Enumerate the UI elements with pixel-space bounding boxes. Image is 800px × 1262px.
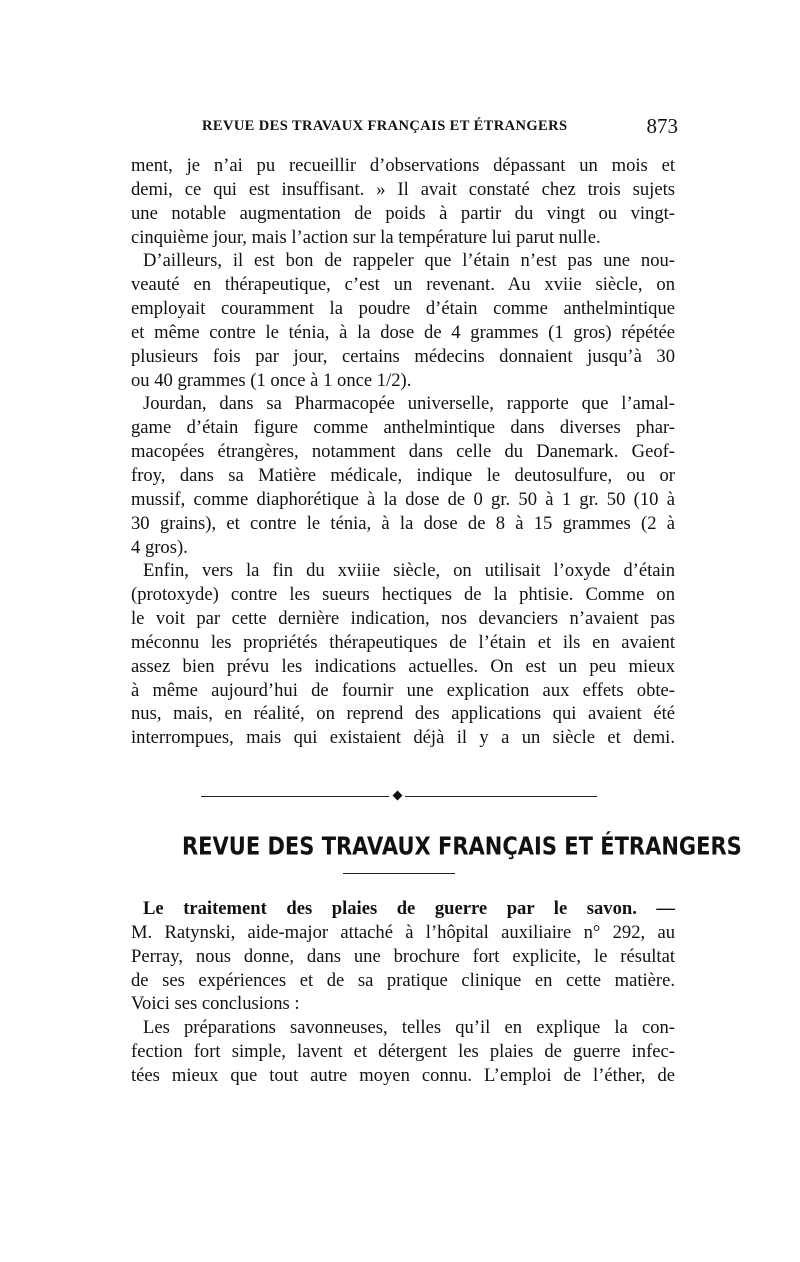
text-line: tées mieux que tout autre moyen connu. L’emploi de l’éther, de xyxy=(131,1064,675,1086)
text-line: plusieurs fois par jour, certains médecins donnaient jusqu’à 30 xyxy=(131,345,675,367)
text-line: Voici ses conclusions : xyxy=(131,993,300,1015)
section-title: REVUE DES TRAVAUX FRANÇAIS ET ÉTRANGERS xyxy=(182,831,742,861)
text-line: ment, je n’ai pu recueillir d’observations dépassant un mois et xyxy=(131,155,675,176)
text-line: Perray, nous donne, dans une brochure fort explicite, le résultat xyxy=(131,945,675,967)
text-line: fection fort simple, lavent et détergent les plaies de guerre infec- xyxy=(131,1041,675,1063)
divider-rule-right xyxy=(405,796,597,797)
text-line: 30 grains), et contre le ténia, à la dose de 8 à 15 grammes (2 à xyxy=(131,512,675,534)
text-line: interrompues, mais qui existaient déjà il y a un siècle et demi. xyxy=(131,727,675,749)
text-line: Enfin, vers la fin du xviiie siècle, on utilisait l’oxyde d’étain xyxy=(143,560,675,582)
body-text-soap-treatment xyxy=(131,897,675,1088)
text-line: game d’étain figure comme anthelmintique dans diverses phar- xyxy=(131,417,675,439)
title-underline-rule xyxy=(343,873,455,874)
text-line: (protoxyde) contre les sueurs hectiques de la phtisie. Comme on xyxy=(131,584,675,606)
text-line: D’ailleurs, il est bon de rappeler que l’étain n’est pas une nou- xyxy=(143,250,675,272)
diamond-ornament-icon xyxy=(393,791,403,801)
text-line: Jourdan, dans sa Pharmacopée universelle, rapporte que l’amal- xyxy=(143,393,675,415)
body-text-tin-therapy xyxy=(131,154,675,750)
article-heading-line: Le traitement des plaies de guerre par le savon. — xyxy=(143,898,675,919)
running-title: REVUE DES TRAVAUX FRANÇAIS ET ÉTRANGERS xyxy=(202,118,568,134)
text-line: une notable augmentation de poids à partir du vingt ou vingt- xyxy=(131,202,675,224)
text-line: demi, ce qui est insuffisant. » Il avait constaté chez trois sujets xyxy=(131,178,675,200)
text-line: macopées étrangères, notamment dans celle du Danemark. Geof- xyxy=(131,441,675,463)
text-line: employait couramment la poudre d’étain comme anthelmintique xyxy=(131,298,675,320)
text-line: à même aujourd’hui de fournir une explication aux effets obte- xyxy=(131,679,675,701)
text-line: M. Ratynski, aide-major attaché à l’hôpital auxiliaire n° 292, au xyxy=(131,921,675,943)
text-line: de ses expériences et de sa pratique clinique en cette matière. xyxy=(131,969,675,991)
text-line: nus, mais, en réalité, on reprend des applications qui avaient été xyxy=(131,703,675,725)
text-line: veauté en thérapeutique, c’est un revenant. Au xviie siècle, on xyxy=(131,274,675,296)
section-divider-ornament xyxy=(201,790,597,804)
text-line: cinquième jour, mais l’action sur la température lui parut nulle. xyxy=(131,226,601,248)
text-line: froy, dans sa Matière médicale, indique le deutosulfure, ou or xyxy=(131,464,675,486)
text-line: ou 40 grammes (1 once à 1 once 1/2). xyxy=(131,369,412,391)
text-line: et même contre le ténia, à la dose de 4 grammes (1 gros) répétée xyxy=(131,321,675,343)
page-number: 873 xyxy=(646,114,678,138)
text-line: le voit par cette dernière indication, nos devanciers n’avaient pas xyxy=(131,608,675,630)
text-line: 4 gros). xyxy=(131,536,188,558)
text-line: mussif, comme diaphorétique à la dose de 0 gr. 50 à 1 gr. 50 (10 à xyxy=(131,488,675,510)
text-line: Les préparations savonneuses, telles qu’il en explique la con- xyxy=(143,1017,675,1039)
divider-rule-left xyxy=(201,796,389,797)
text-line: assez bien prévu les indications actuelles. On est un peu mieux xyxy=(131,655,675,677)
running-head xyxy=(202,114,678,142)
text-line: méconnu les propriétés thérapeutiques de l’étain et ils en avaient xyxy=(131,631,675,653)
